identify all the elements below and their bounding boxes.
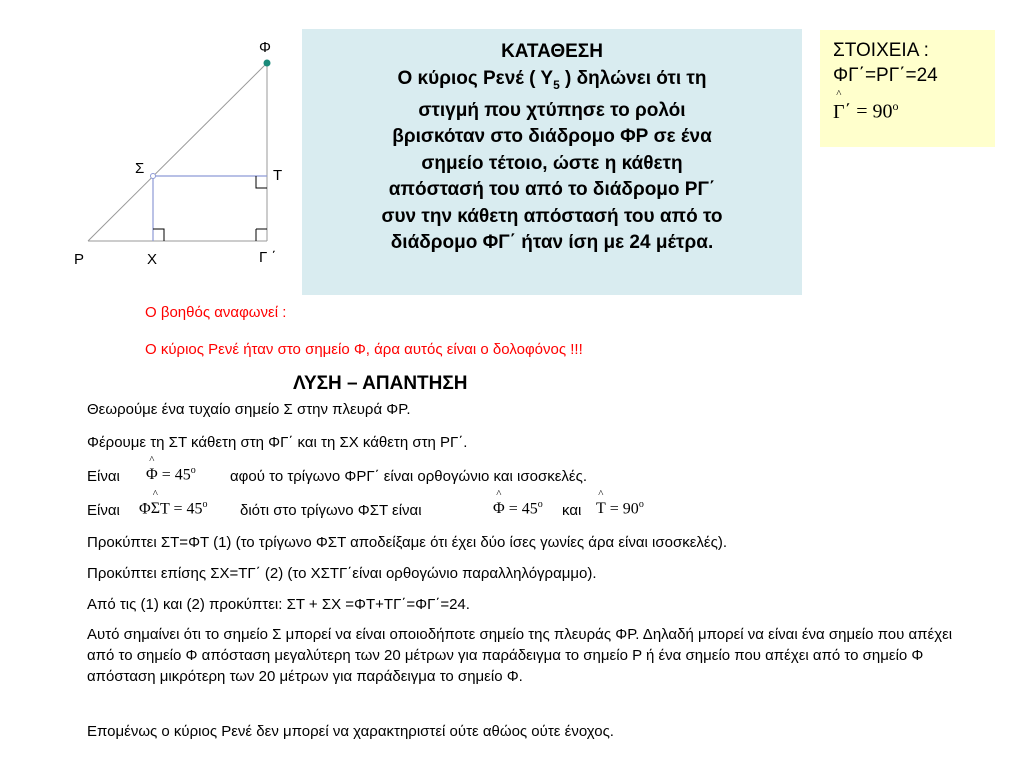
solution-line-8: Αυτό σημαίνει ότι το σημείο Σ μπορεί να είναι οποιοδήποτε σημείο της πλευράς ΦΡ. Δηλαδή μπορεί να είναι ένα σημείο που απέχει από το σημείο Φ απόσταση μεγαλύτερη των 20 μέτρων για παράδειγμα το σημείο Ρ ή ένα σημείο που απέχει από το σημείο Φ απόσταση μικρότερη των 20 μέτρων για παράδειγμα το σημείο Φ. [87, 626, 953, 685]
label-chi: Χ [147, 251, 158, 268]
deposition-box [302, 29, 802, 295]
solution-line-5: Προκύπτει ΣΤ=ΦΤ (1) (το τρίγωνο ΦΣΤ αποδείξαμε ότι έχει δύο ίσες γωνίες άρα είναι ισοσκελές). [87, 534, 727, 551]
deposition-line-4: σημείο τέτοιο, ώστε η κάθετη [421, 152, 683, 174]
solution-line-3-post: αφού το τρίγωνο ΦΡΓ΄ είναι ορθογώνιο και ισοσκελές. [230, 468, 587, 485]
assistant-line-2: Ο κύριος Ρενέ ήταν στο σημείο Φ, άρα αυτός είναι ο δολοφόνος !!! [145, 341, 583, 358]
label-gamma-prime: Γ ΄ [259, 249, 277, 266]
label-tau: Τ [273, 167, 283, 184]
solution-heading: ΛΥΣΗ – ΑΠΑΝΤΗΣΗ [293, 373, 468, 394]
vertex-sigma-dot [151, 174, 156, 179]
deposition-title: ΚΑΤΑΘΕΣΗ [501, 41, 603, 62]
formula-phi-45-second: ^ $\Phi = 45^o$ [493, 488, 543, 518]
formula-phi-45: ^ $\Phi = 45^o$ [146, 454, 196, 484]
solution-line-7: Από τις (1) και (2) προκύπτει: ΣΤ + ΣΧ =ΦΤ+ΤΓ΄=ΦΓ΄=24. [87, 596, 470, 613]
label-sigma: Σ [135, 160, 145, 177]
label-phi: Φ [259, 39, 271, 56]
data-equation: ΦΓ΄=ΡΓ΄=24 [833, 65, 938, 86]
solution-line-4-mid: διότι στο τρίγωνο ΦΣΤ είναι [240, 502, 422, 519]
deposition-line-3: βρισκόταν στο διάδρομο ΦΡ σε ένα [392, 126, 712, 148]
formula-tau-90: ^ $T = 90^o$ [596, 488, 644, 518]
solution-line-1: Θεωρούμε ένα τυχαίο σημείο Σ στην πλευρά ΦΡ. [87, 401, 411, 418]
right-angle-chi [153, 229, 164, 241]
vertex-phi-dot [264, 60, 271, 67]
solution-line-4-pre: Είναι [87, 502, 120, 519]
deposition-line-6: συν την κάθετη απόστασή του από το [381, 205, 723, 227]
deposition-line-2: στιγμή που χτύπησε το ρολόι [418, 99, 686, 121]
label-rho: Ρ [74, 251, 85, 268]
right-angle-tau [256, 176, 267, 188]
data-angle: ^ $\Gamma΄ = 90^o$ [833, 87, 899, 123]
assistant-line-1: Ο βοηθός αναφωνεί : [145, 304, 287, 321]
solution-line-4-and: και [562, 502, 582, 519]
deposition-line-1: Ο κύριος Ρενέ ( $\Upsilon_5$ ) δηλώνει ότι τη [397, 67, 707, 92]
deposition-line-7: διάδρομο ΦΓ΄ ήταν ίση με 24 μέτρα. [390, 232, 714, 254]
data-title: ΣΤΟΙΧΕΙΑ : [833, 40, 929, 61]
deposition-line-5: απόστασή του από το διάδρομο ΡΓ΄ [388, 179, 716, 201]
triangle-diagram [0, 0, 300, 290]
solution-line-2: Φέρουμε τη ΣΤ κάθετη στη ΦΓ΄ και τη ΣΧ κάθετη στη ΡΓ΄. [87, 434, 468, 451]
solution-line-6: Προκύπτει επίσης ΣΧ=ΤΓ΄ (2) (το ΧΣΤΓ΄είναι ορθογώνιο παραλληλόγραμμο). [87, 565, 597, 582]
data-box [820, 30, 995, 147]
side-phi-rho [88, 63, 267, 241]
solution-line-3-pre: Είναι [87, 468, 120, 485]
formula-phi-sigma-tau-45: Φ ^ $\Sigma T = 45^o$ [139, 488, 208, 518]
solution-line-9: Επομένως ο κύριος Ρενέ δεν μπορεί να χαρακτηριστεί ούτε αθώος ούτε ένοχος. [87, 723, 614, 740]
